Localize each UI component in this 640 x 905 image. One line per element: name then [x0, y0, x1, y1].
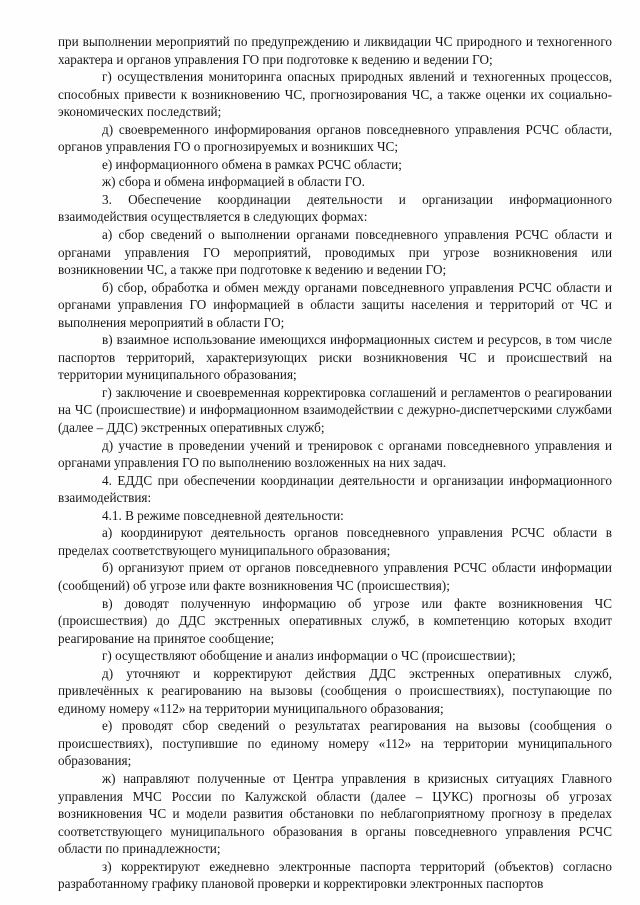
paragraph: 3. Обеспечение координации деятельности и организации информационного взаимодействия осуществляется в следующих формах:	[58, 191, 612, 225]
paragraph: 4.1. В режиме повседневной деятельности:	[102, 507, 344, 523]
paragraph: г) осуществления мониторинга опасных природных явлений и техногенных процессов, способных привести к возникновению ЧС, прогнозирования ЧС, а также оценки их социально-экономических последствий;	[58, 69, 612, 120]
paragraph: е) информационного обмена в рамках РСЧС области;	[102, 156, 402, 172]
paragraph: д) участие в проведении учений и тренировок с органами повседневного управления и органами управления ГО по выполнению возложенных на них задач.	[58, 437, 612, 471]
paragraph: ж) сбора и обмена информацией в области ГО.	[102, 174, 365, 190]
paragraph: б) организуют прием от органов повседневного управления РСЧС области информации (сообщений) об угрозе или факте возникновения ЧС (происшествия);	[58, 560, 612, 593]
paragraph: е) проводят сбор сведений о результатах реагирования на вызовы (сообщения о происшествиях), поступившие по единому номеру «112» на территории муниципального образования;	[58, 718, 612, 769]
paragraph: а) координируют деятельность органов повседневного управления РСЧС области в пределах соответствующего муниципального образования;	[58, 525, 612, 558]
paragraph: г) осуществляют обобщение и анализ информации о ЧС (происшествии);	[102, 648, 516, 664]
paragraph: в) доводят полученную информацию об угрозе или факте возникновения ЧС (происшествия) до ДДС экстренных оперативных служб, в компетенцию которых входит реагирование на принятое сообщение;	[58, 595, 612, 646]
paragraph: б) сбор, обработка и обмен между органами повседневного управления РСЧС области и органами управления ГО информацией в области защиты населения и территорий от ЧС и выполнения мероприятий в области ГО;	[58, 279, 612, 330]
paragraph: д) уточняют и корректируют действия ДДС экстренных оперативных служб, привлечённых к реагированию на вызовы (сообщения о происшествиях), поступающие по единому номеру «112» на территории муниципального образования;	[58, 665, 612, 716]
paragraph: ж) направляют полученные от Центра управления в кризисных ситуациях Главного управления МЧС России по Калужской области (далее – ЦУКС) прогнозы об угрозах возникновения ЧС и модели развития обстановки по неблагоприятному прогнозу в пределах соответствующего муниципального образования в органы повседневного управления РСЧС области по принадлежности;	[58, 770, 612, 857]
paragraph: з) корректируют ежедневно электронные паспорта территорий (объектов) согласно разработанному графику плановой проверки и корректировки электронных паспортов	[58, 858, 612, 892]
paragraph: а) сбор сведений о выполнении органами повседневного управления РСЧС области и органами управления ГО мероприятий, проводимых при угрозе возникновения или возникновении ЧС, а также при подготовке к ведению и ведении ГО;	[58, 227, 612, 278]
paragraph: г) заключение и своевременная корректировка соглашений и регламентов о реагировании на ЧС (происшествие) и информационном взаимодействии с дежурно-диспетчерскими службами (далее – ДДС) экстренных оперативных служб;	[58, 384, 612, 436]
paragraph: в) взаимное использование имеющихся информационных систем и ресурсов, в том числе паспортов территорий, характеризующих риски возникновения ЧС и происшествий на территории муниципального образования;	[58, 332, 612, 383]
document-body	[58, 33, 612, 893]
paragraph: 4. ЕДДС при обеспечении координации деятельности и организации информационного взаимодействия:	[58, 472, 612, 506]
paragraph: д) своевременного информирования органов повседневного управления РСЧС области, органов управления ГО о прогнозируемых и возникших ЧС;	[58, 121, 612, 155]
paragraph: при выполнении мероприятий по предупреждению и ликвидации ЧС природного и техногенного характера и органов управления ГО при подготовке к ведению и ведении ГО;	[58, 34, 612, 67]
